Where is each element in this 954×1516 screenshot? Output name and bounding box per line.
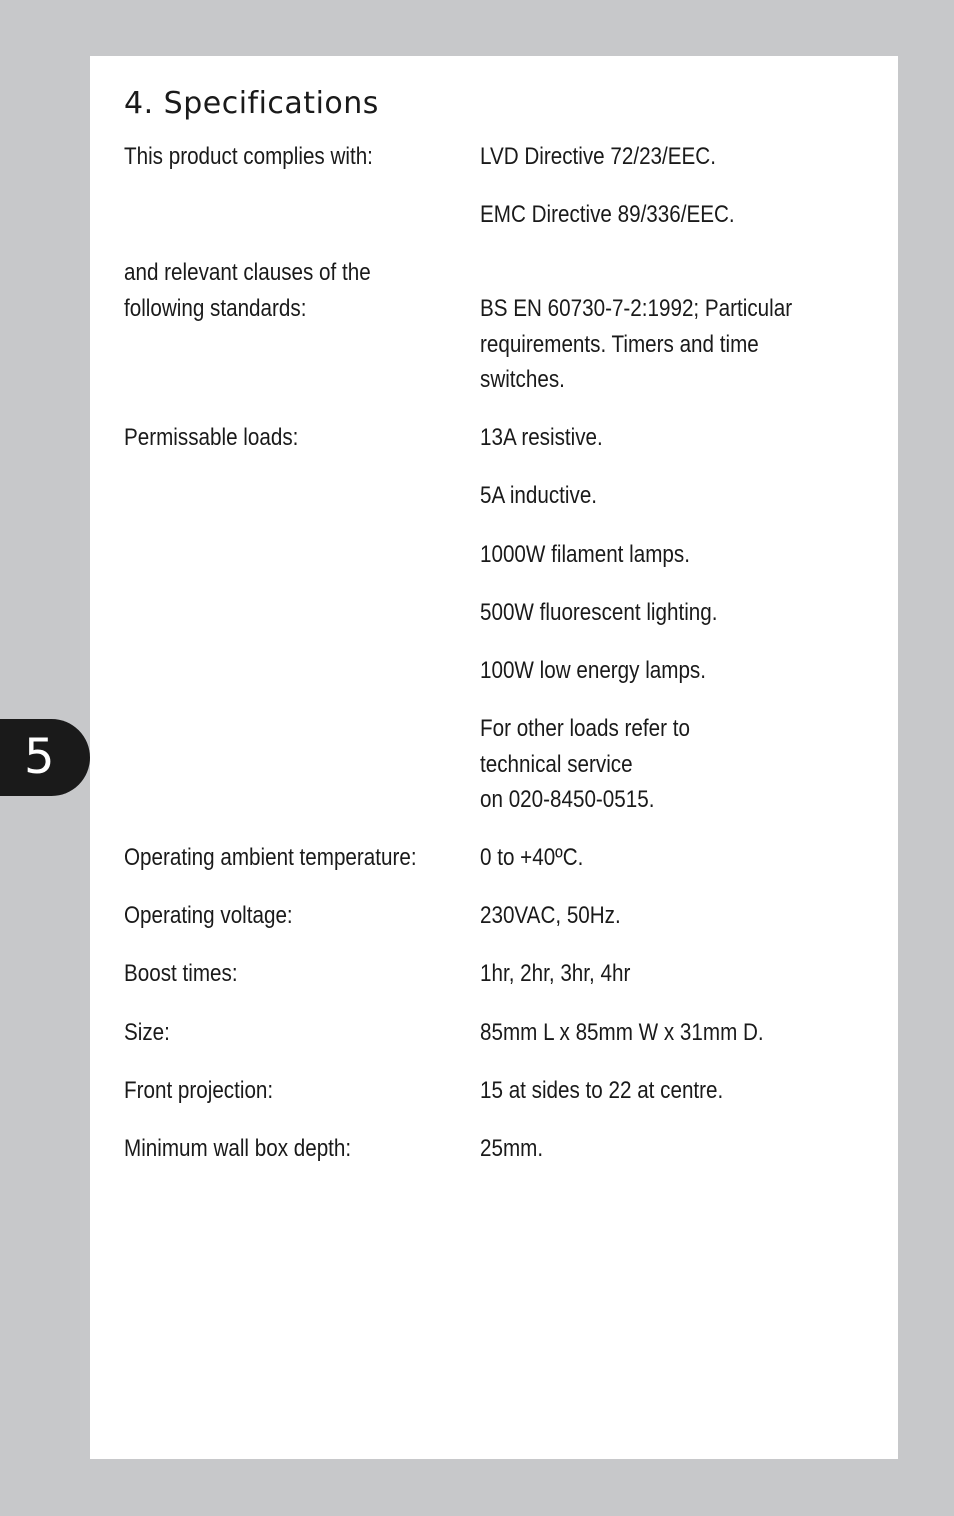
size-label: Size: [124, 1019, 170, 1046]
standard-line2: requirements. Timers and time [480, 331, 759, 358]
lvd-directive: LVD Directive 72/23/EEC. [480, 143, 716, 170]
page-title: 4. Specifications [124, 86, 379, 121]
standard-line3: switches. [480, 366, 565, 393]
other-loads-line3: on 020-8450-0515. [480, 786, 655, 813]
other-loads-line2: technical service [480, 751, 633, 778]
load-fluorescent: 500W fluorescent lighting. [480, 599, 718, 626]
wallbox-label: Minimum wall box depth: [124, 1135, 352, 1162]
wallbox-value: 25mm. [480, 1135, 544, 1162]
emc-directive: EMC Directive 89/336/EEC. [480, 201, 735, 228]
size-value: 85mm L x 85mm W x 31mm D. [480, 1019, 764, 1046]
temperature-value: 0 to +40ºC. [480, 844, 584, 871]
voltage-value: 230VAC, 50Hz. [480, 902, 621, 929]
loads-label: Permissable loads: [124, 424, 299, 451]
projection-label: Front projection: [124, 1077, 274, 1104]
page-number-tab [0, 719, 90, 796]
page-number: 5 [24, 729, 55, 785]
other-loads-line1: For other loads refer to [480, 715, 690, 742]
standards-label-line2: following standards: [124, 295, 307, 322]
boost-label: Boost times: [124, 960, 238, 987]
projection-value: 15 at sides to 22 at centre. [480, 1077, 724, 1104]
complies-label: This product complies with: [124, 143, 373, 170]
load-filament: 1000W filament lamps. [480, 541, 690, 568]
standards-label-line1: and relevant clauses of the [124, 259, 371, 286]
load-resistive: 13A resistive. [480, 424, 603, 451]
standard-line1: BS EN 60730-7-2:1992; Particular [480, 295, 793, 322]
load-inductive: 5A inductive. [480, 482, 598, 509]
voltage-label: Operating voltage: [124, 902, 293, 929]
boost-value: 1hr, 2hr, 3hr, 4hr [480, 960, 631, 987]
temperature-label: Operating ambient temperature: [124, 844, 417, 871]
load-low-energy: 100W low energy lamps. [480, 657, 706, 684]
